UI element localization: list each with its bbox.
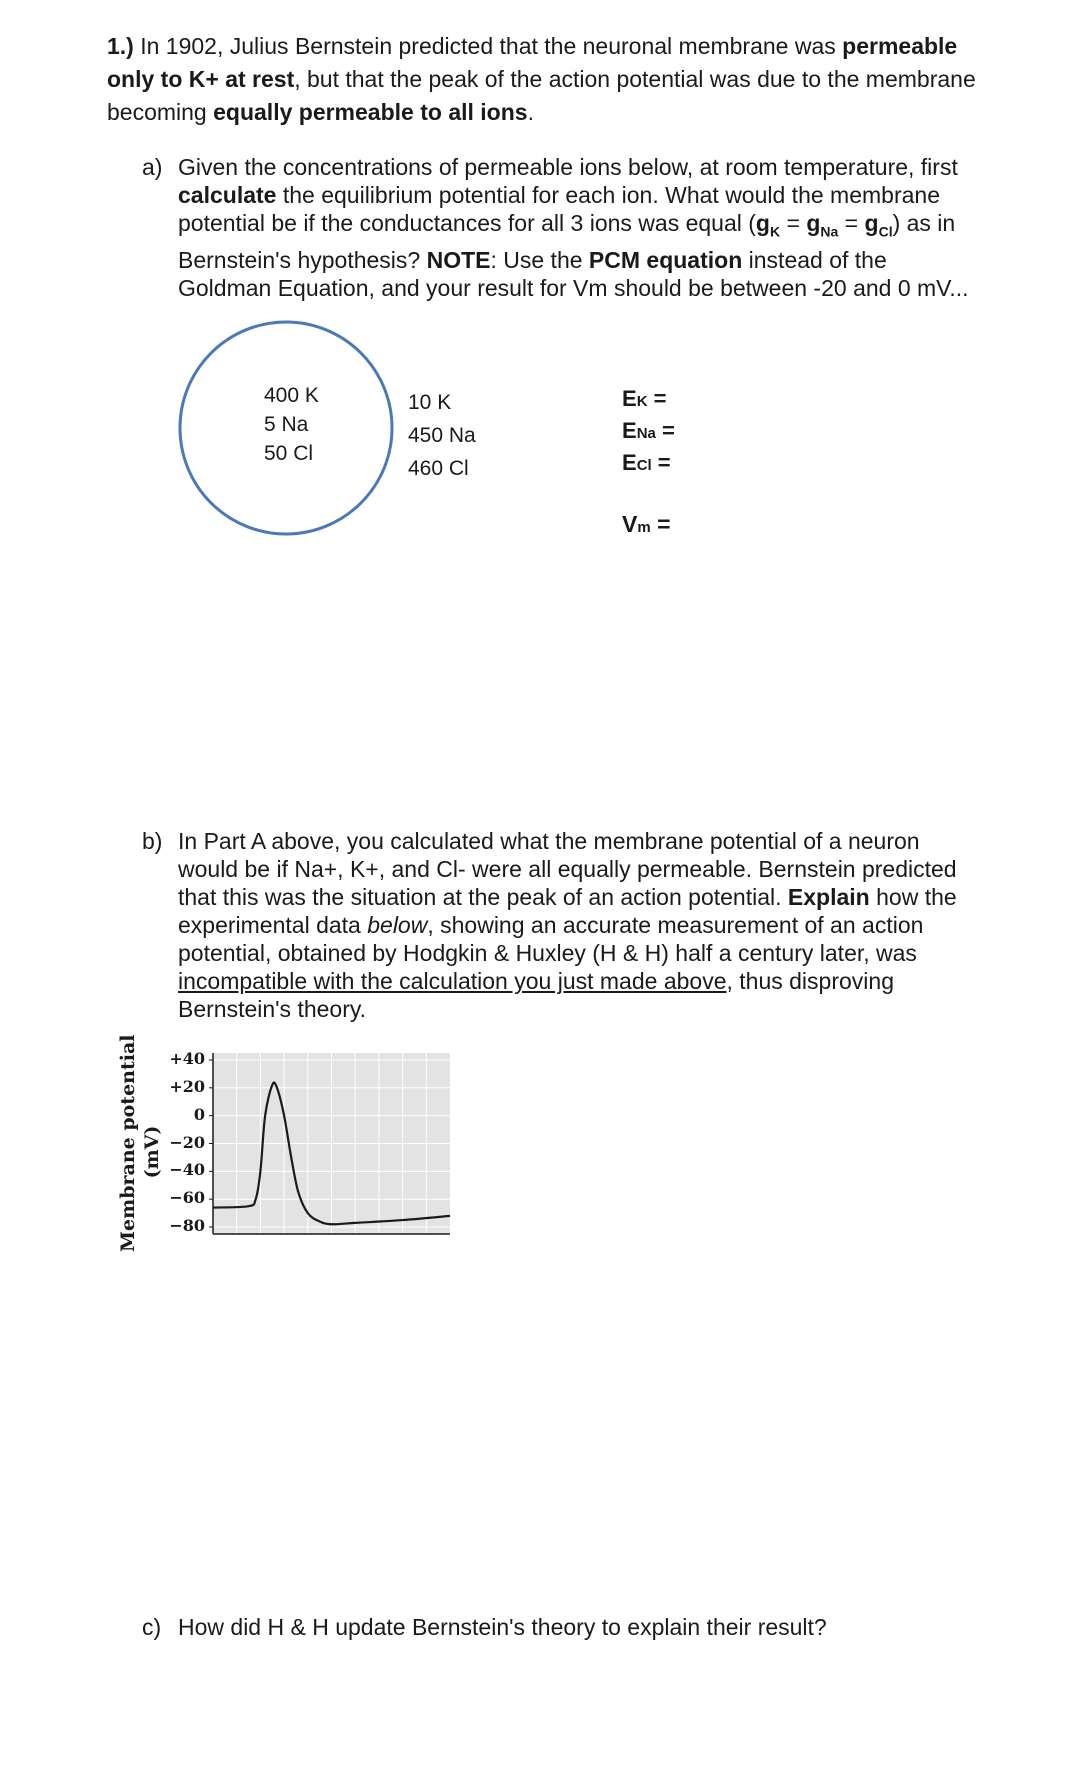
chart-y-tick-label: +20 <box>169 1076 205 1096</box>
part-a-text: Given the concentrations of permeable ions below, at room temperature, first calculate the equilibrium potential for each ion. What would the membrane potential be if the conductances for all 3 ions was equal $(g_K = g_{Na} = g_{Cl})$ as in Bernstein's hypothesis? NOTE: Use the PCM equation instead of the Goldman Equation, and your result for Vm should be between -20 and 0 mV... <box>178 154 969 301</box>
chart-y-tick-label: −40 <box>169 1160 205 1180</box>
intro-text-1: In 1902, Julius Bernstein predicted that the neuronal membrane was <box>133 33 843 59</box>
part-b-label: b) <box>142 828 163 854</box>
equation-ena: ENa = <box>622 418 675 443</box>
conductance-k: $g_K$ <box>755 210 781 240</box>
part-b <box>142 827 978 1023</box>
part-c <box>142 1613 978 1641</box>
outside-k: 10 K <box>408 391 452 414</box>
intro-bold-2: equally permeable to all ions <box>213 99 528 125</box>
conductance-cl: $g_{Cl}$ <box>864 210 893 240</box>
question-number: 1.) <box>107 33 134 59</box>
outside-concentrations <box>408 386 476 485</box>
inside-k: 400 K <box>264 384 319 407</box>
part-c-text: How did H & H update Bernstein's theory to explain their result? <box>178 1614 827 1640</box>
conductance-na: $g_{Na}$ <box>806 210 839 240</box>
inside-concentrations <box>264 381 319 468</box>
inside-cl: 50 Cl <box>264 442 314 465</box>
outside-cl: 460 Cl <box>408 457 469 480</box>
part-a-label: a) <box>142 154 163 180</box>
action-potential-chart <box>200 1040 460 1250</box>
inside-na: 5 Na <box>264 413 309 436</box>
outside-na: 450 Na <box>408 424 476 447</box>
intro-bold-1: permeable only to K+ at rest <box>107 33 958 92</box>
question-1-intro <box>107 30 987 129</box>
intro-text-3: . <box>527 99 534 125</box>
chart-y-tick-label: −80 <box>169 1216 205 1236</box>
part-a <box>142 153 978 302</box>
chart-y-tick-label: 0 <box>193 1104 205 1124</box>
chart-y-axis-label: Membrane potential (mV) <box>117 1034 163 1252</box>
part-c-label: c) <box>142 1614 162 1640</box>
equation-ecl: ECl = <box>622 450 671 475</box>
equation-vm: Vm = <box>622 511 671 537</box>
part-b-text: In Part A above, you calculated what the membrane potential of a neuron would be if Na+, K+, and Cl- were all equally permeable. Bernstein predicted that this was the situation at the peak of an action potential. Explain how the experimental data below, showing an accurate measurement of an action potential, obtained by Hodgkin & Huxley (H & H) half a century later, was incompatible with the calculation you just made above, thus disproving Bernstein's theory. <box>178 828 957 1022</box>
chart-y-tick-label: −60 <box>169 1188 205 1208</box>
equation-ek: EK = <box>622 386 667 411</box>
intro-text-2: , but that the peak of the action potential was due to the membrane becoming <box>107 66 976 125</box>
chart-y-tick-label: +40 <box>169 1048 205 1068</box>
chart-y-tick-label: −20 <box>169 1132 205 1152</box>
